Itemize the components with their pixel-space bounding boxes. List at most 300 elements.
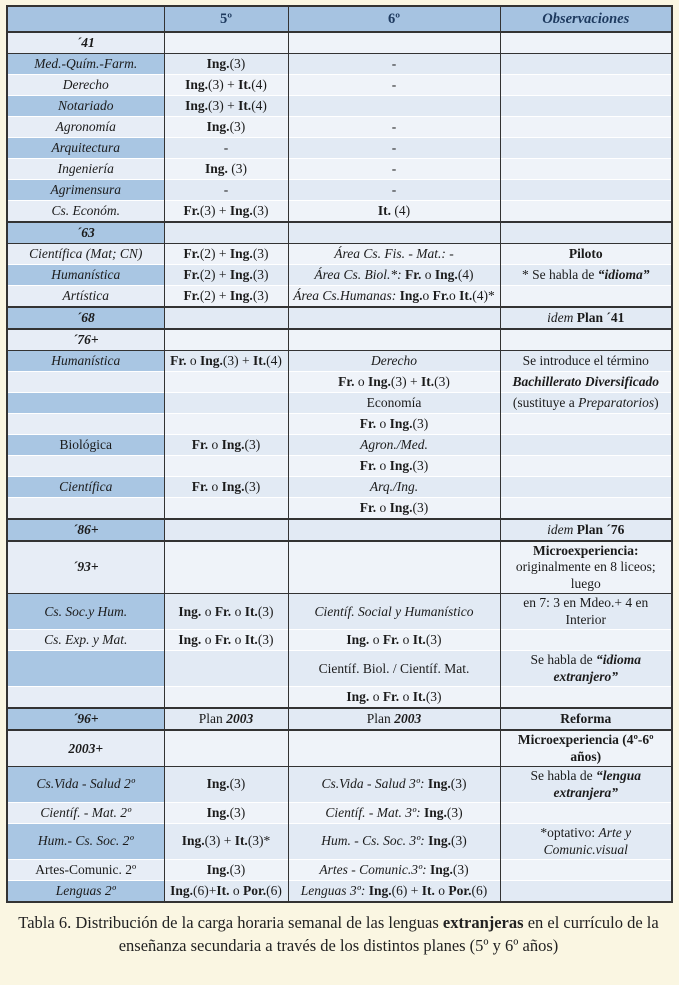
grade6-cell [288,824,500,860]
text-segment: Derecho [62,76,109,92]
grade6-cell [288,767,500,803]
text-segment: (2) + [199,287,230,303]
text-segment: It. [253,352,267,368]
plan-label-cell [7,307,164,329]
text-segment: - [391,118,397,134]
table-row [7,456,672,477]
text-segment: Fr. [432,287,449,303]
text-segment: ´86+ [72,521,99,537]
observations-cell [500,519,672,541]
text-segment: Lenguas 3º: [300,882,369,898]
grade6-cell [288,75,500,96]
table-row [7,351,672,372]
grade6-cell [288,498,500,520]
text-segment: Plan ´41 [576,309,625,325]
table-row [7,75,672,96]
text-segment: Artes - Comunic.3º: [319,861,431,877]
grade6-cell [288,201,500,223]
text-segment: Ing. [170,882,194,898]
observations-cell [500,708,672,730]
text-segment: (4) [251,97,267,113]
text-segment: - [391,160,397,176]
text-segment: Científ. Biol. / Científ. Mat. [318,660,470,676]
grade6-cell [288,651,500,687]
text-segment: Microexperiencia: [533,543,639,558]
grade6-cell [288,180,500,201]
table-body [7,32,672,902]
text-segment: It. [421,882,435,898]
text-segment: Arquitectura [51,139,120,155]
text-segment: (3) [412,457,429,473]
grade5-cell [164,117,288,138]
table-row [7,594,672,630]
table-row [7,630,672,651]
plan-label-cell [7,881,164,903]
grade6-cell [288,286,500,308]
text-segment: Ing. [427,776,451,792]
text-segment: (6)+ [193,882,217,898]
text-segment: Se habla de [530,652,597,668]
text-segment: Ing. [185,76,208,92]
text-segment: o [376,457,390,473]
text-segment: Fr. [359,457,377,473]
grade5-cell [164,372,288,393]
text-segment: Artística [62,287,109,303]
table-row [7,180,672,201]
grade5-cell [164,138,288,159]
text-segment: (3) [412,499,429,515]
text-segment: Derecho [371,352,417,368]
text-segment: Ing. [206,55,230,71]
grade6-cell [288,519,500,541]
text-segment: Ing. [430,861,453,877]
table-row [7,824,672,860]
text-segment: Reforma [560,711,612,727]
grade5-cell [164,244,288,265]
text-segment: Ing. [389,457,413,473]
text-segment: Ing. [428,833,452,849]
grade5-cell [164,767,288,803]
text-segment: Preparatorios [578,394,655,410]
grade6-cell [288,594,500,630]
plan-label-cell [7,75,164,96]
text-segment: o [369,689,383,705]
grade5-cell [164,286,288,308]
text-segment: (4)* [472,287,495,303]
observations-cell [500,541,672,594]
text-segment: Ing. [200,352,223,368]
plan-label-cell [7,244,164,265]
text-segment: (3) + [207,97,239,113]
text-segment: Fr. [183,245,200,261]
text-segment: It. [412,632,426,648]
grade6-cell [288,372,500,393]
section-row [7,708,672,730]
grade6-cell [288,393,500,414]
text-segment: (3) [244,436,261,452]
plan-label-cell [7,54,164,75]
observations-cell [500,138,672,159]
grade5-cell [164,393,288,414]
grade6-cell [288,541,500,594]
grade6-cell [288,307,500,329]
grade6-cell [288,96,500,117]
grade6-cell [288,159,500,180]
text-segment: o [422,287,433,303]
plan-label-cell [7,414,164,435]
table-row [7,477,672,498]
observations-cell [500,96,672,117]
text-segment: o [369,632,383,648]
text-segment: - [223,139,229,155]
text-segment: (2) + [199,266,230,282]
plan-label-cell [7,329,164,351]
text-segment: Ing. [229,266,253,282]
text-segment: Bachillerato Diversificado [512,373,660,389]
text-segment: Ing. [206,776,230,792]
text-segment: Hum. - Cs. Soc. 3º: [321,833,429,849]
text-segment: * Se habla de [522,266,598,282]
text-segment: Ing. [424,804,447,820]
plan-label-cell [7,372,164,393]
text-segment: (3) [451,833,467,849]
table-row [7,244,672,265]
text-segment: Por. [243,882,267,898]
observations-cell [500,435,672,456]
text-segment: ´76+ [72,331,99,347]
text-segment: o [449,287,460,303]
grade6-cell [288,860,500,881]
grade5-cell [164,651,288,687]
text-segment: Piloto [568,245,603,261]
grade6-cell [288,414,500,435]
text-segment: o [208,478,222,494]
table-row [7,54,672,75]
text-segment: (4) [457,266,474,282]
header-row [7,6,672,32]
plan-label-cell [7,498,164,520]
text-segment: Área Cs. Biol.*: [314,266,406,282]
observations-cell [500,286,672,308]
grade6-cell [288,54,500,75]
text-segment: o [201,603,215,619]
text-segment: “idioma” [597,266,650,282]
grade6-cell [288,138,500,159]
text-segment: It. [216,882,230,898]
text-segment: (3) + [199,202,230,218]
text-segment: It. [377,202,391,218]
text-segment: Ing. [178,603,202,619]
section-row [7,32,672,54]
observations-cell [500,75,672,96]
text-segment: Científ. - Mat. 2º [40,804,132,820]
text-segment: It. [421,373,435,389]
text-segment: Agron./Med. [360,436,428,452]
text-segment: ´41 [76,34,95,50]
observations-cell [500,730,672,766]
text-segment: ´68 [76,309,95,325]
table-row [7,881,672,903]
text-segment: idem [547,309,577,325]
text-segment: o [376,415,390,431]
text-segment: Humanística [51,266,121,282]
text-segment: (6) [266,882,282,898]
plan-label-cell [7,351,164,372]
grade5-cell [164,477,288,498]
text-segment: Cs.Vida - Salud 3º: [321,776,428,792]
text-segment: Ing. [221,478,245,494]
text-segment: (2) + [199,245,230,261]
text-segment: (3) [434,373,450,389]
text-segment: Ing. [399,287,423,303]
text-segment: Fr. [191,436,209,452]
text-segment: - [391,55,397,71]
text-segment: ´63 [76,224,95,240]
text-segment: extranjeras [442,913,524,933]
grade6-cell [288,222,500,244]
grade6-cell [288,477,500,498]
grade5-cell [164,180,288,201]
grade5-cell [164,803,288,824]
text-segment: Fr. [214,632,232,648]
text-segment: 2003 [226,711,254,727]
text-segment: - [391,139,397,155]
text-segment: (3) + [222,352,253,368]
plan-label-cell [7,630,164,651]
observations-cell [500,265,672,286]
text-segment: o [354,373,368,389]
table-row [7,372,672,393]
text-segment: Ingeniería [57,160,114,176]
observations-cell [500,687,672,709]
plan-label-cell [7,96,164,117]
observations-cell [500,824,672,860]
plan-label-cell [7,435,164,456]
text-segment: Fr. [183,202,200,218]
grade5-cell [164,329,288,351]
plan-label-cell [7,180,164,201]
grade5-cell [164,265,288,286]
observations-cell [500,630,672,651]
grade6-cell [288,351,500,372]
grade5-cell [164,824,288,860]
text-segment: Por. [448,882,472,898]
grade6-cell [288,265,500,286]
text-segment: o [186,352,200,368]
text-segment: Ing. [181,833,205,849]
text-segment: (3) [257,603,274,619]
grade6-cell [288,32,500,54]
text-segment: Ing. [178,632,202,648]
text-segment: (3) [252,245,269,261]
text-segment: Científica [59,478,113,494]
grade5-cell [164,54,288,75]
text-segment: Tabla 6. Distribución de la carga horaria semanal de las lenguas [18,913,443,933]
grade6-cell [288,687,500,709]
text-segment: Economía [366,394,422,410]
text-segment: Arq./Ing. [369,478,419,494]
text-segment: o [231,603,245,619]
grade5-cell [164,708,288,730]
table-row [7,393,672,414]
grade6-cell [288,117,500,138]
text-segment: Fr. [382,689,400,705]
grade6-cell [288,630,500,651]
text-segment: (3) [450,776,467,792]
table-row [7,96,672,117]
plan-label-cell [7,286,164,308]
text-segment: ´96+ [72,711,99,727]
text-segment: 6º [387,10,401,27]
observations-cell [500,881,672,903]
text-segment: (3) [452,861,469,877]
grade5-cell [164,687,288,709]
text-segment: Científ. Social y Humanístico [314,603,474,619]
table-row [7,860,672,881]
text-segment: Fr. [359,499,377,515]
observations-cell [500,244,672,265]
observations-cell [500,803,672,824]
table-row [7,687,672,709]
text-segment: (3) [229,861,246,877]
text-segment: Fr. [359,415,377,431]
grade5-cell [164,307,288,329]
table-header [7,6,672,32]
table-row [7,138,672,159]
text-segment: o [421,266,435,282]
grade6-cell [288,730,500,766]
text-segment: Área Cs. Fis. - Mat.: - [334,245,454,261]
text-segment: “lengua extranjera” [553,768,642,800]
observations-cell [500,477,672,498]
text-segment: Plan [198,711,227,727]
text-segment: Ing. [221,436,245,452]
grade5-cell [164,75,288,96]
text-segment: 2003 [394,711,422,727]
text-segment: Med.-Quím.-Farm. [34,55,138,71]
text-segment: (3) [244,478,261,494]
plan-label-cell [7,138,164,159]
text-segment: Área Cs.Humanas: [293,287,400,303]
text-segment: (4) [391,202,411,218]
text-segment: Ing. [368,882,392,898]
grade6-cell [288,435,500,456]
text-segment: (6) [471,882,488,898]
text-segment: Ing. [346,632,370,648]
grade5-cell [164,519,288,541]
text-segment: Fr. [191,478,209,494]
grade5-cell [164,498,288,520]
plan-label-cell [7,767,164,803]
plan-label-cell [7,803,164,824]
grade5-cell [164,881,288,903]
text-segment: It. [234,833,248,849]
text-segment: (3)* [247,833,271,849]
section-row [7,222,672,244]
grade5-cell [164,159,288,180]
text-segment: (3) [229,118,246,134]
text-segment: Fr. [338,373,355,389]
text-segment: en 7: 3 en Mdeo.+ 4 en Interior [523,595,649,627]
text-segment: Biológica [59,436,112,452]
plan-label-cell [7,824,164,860]
observations-cell [500,201,672,223]
text-segment: Fr. [214,603,232,619]
text-segment: idem [547,521,577,537]
grade5-cell [164,630,288,651]
text-segment: Plan ´76 [576,521,625,537]
observations-cell [500,594,672,630]
plan-label-cell [7,860,164,881]
text-segment: ´93+ [72,559,99,575]
plan-label-cell [7,730,164,766]
text-segment: Cs. Exp. y Mat. [44,632,128,648]
text-segment: o [208,436,222,452]
grade5-cell [164,541,288,594]
text-segment: - [391,76,397,92]
text-segment: It. [244,632,258,648]
text-segment: Ing. [206,118,230,134]
text-segment: Notariado [57,97,114,113]
grade6-cell [288,244,500,265]
text-segment: Ing. [389,499,413,515]
plan-label-cell [7,687,164,709]
section-row [7,307,672,329]
observations-cell [500,393,672,414]
observations-cell [500,159,672,180]
table-row [7,159,672,180]
text-segment: Hum.- Cs. Soc. 2º [37,833,134,849]
text-segment: Ing. [206,804,230,820]
grade6-cell [288,803,500,824]
text-segment: (3) [229,55,246,71]
text-segment: It. [238,97,252,113]
section-row [7,541,672,594]
text-segment: It. [412,689,426,705]
text-segment: *optativo: [540,825,599,841]
text-segment: (sustituye a [512,394,579,410]
text-segment: o [399,632,413,648]
plan-label-cell [7,477,164,498]
text-segment: (3) + [204,833,235,849]
text-segment: Arte y Comunic.visual [543,825,632,857]
observations-cell [500,32,672,54]
text-segment: “idioma extranjero” [553,652,642,684]
text-segment: Ing. [434,266,458,282]
grade5-cell [164,32,288,54]
observations-cell [500,414,672,435]
text-segment: 5º [219,10,233,27]
text-segment: (3) [252,287,269,303]
text-segment: Lenguas 2º [55,882,116,898]
text-segment: Humanística [51,352,121,368]
observations-column-header [500,6,672,32]
observations-cell [500,329,672,351]
text-segment: - [391,181,397,197]
text-segment: Ing. [206,861,230,877]
table-row [7,498,672,520]
grade5-cell [164,351,288,372]
curriculum-table [6,5,673,903]
text-segment: Artes-Comunic. 2º [35,861,137,877]
observations-cell [500,651,672,687]
text-segment: (3) + [207,76,239,92]
grade6-column-header [288,6,500,32]
observations-cell [500,180,672,201]
text-segment: Cs. Económ. [51,202,121,218]
text-segment: (4) [251,76,267,92]
observations-cell [500,767,672,803]
